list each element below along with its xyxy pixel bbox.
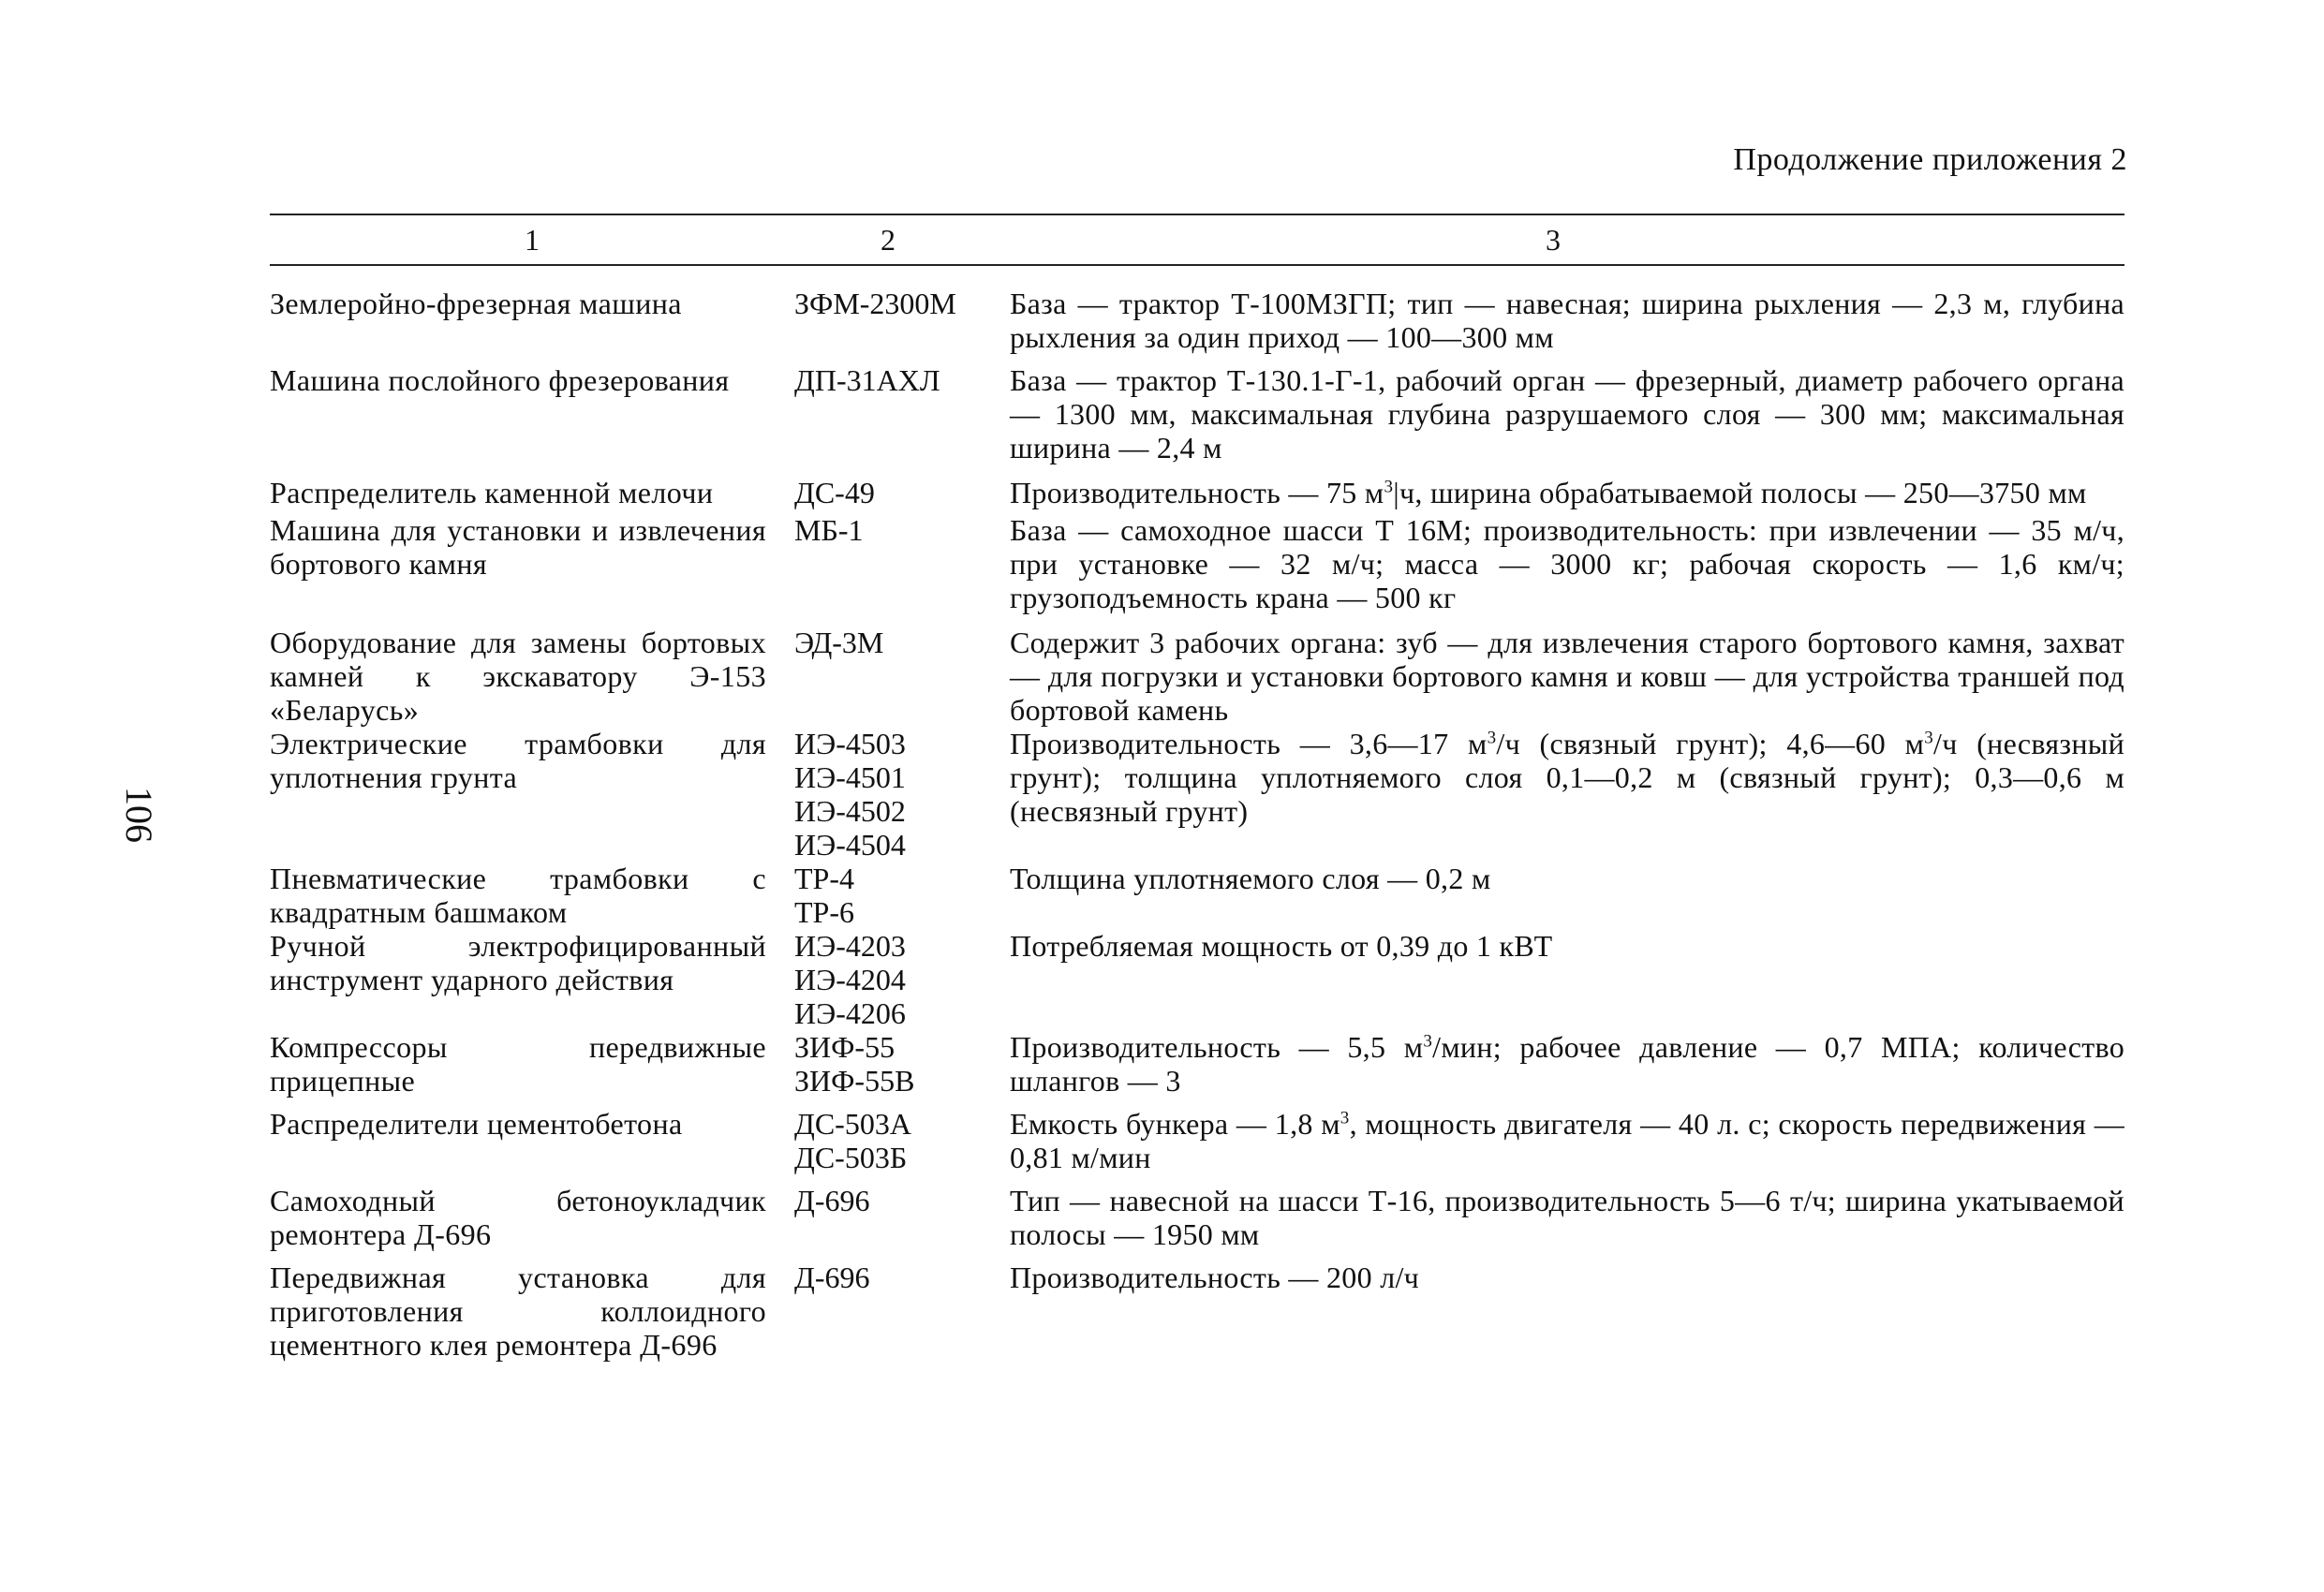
- machine-model: ИЭ-4203 ИЭ-4204 ИЭ-4206: [794, 929, 906, 1030]
- machine-name: Электрические трамбовки для уплотнения грунта: [270, 727, 766, 794]
- equipment-table: [270, 214, 2124, 1362]
- machine-model: ДП-31АХЛ: [794, 363, 940, 397]
- machine-model: ДС-49: [794, 476, 875, 509]
- table-row: [270, 626, 2124, 727]
- table-row: [270, 513, 2124, 614]
- table-row: [270, 929, 2124, 1030]
- table-row: [270, 476, 2124, 509]
- machine-model: ТР-4 ТР-6: [794, 862, 854, 929]
- machine-model: ЭД-3М: [794, 626, 884, 659]
- page-number: 106: [118, 787, 160, 843]
- column-header-1: 1: [525, 222, 540, 257]
- machine-name: Машина послойного фрезерования: [270, 363, 730, 397]
- machine-name: Распределители цементобетона: [270, 1107, 683, 1141]
- machine-name: Передвижная установка для приготовления коллоидного цементного клея ремонтера Д-696: [270, 1260, 766, 1362]
- table-row: [270, 862, 2124, 929]
- machine-description: База — самоходное шасси Т 16М; производительность: при извлечении — 35 м/ч, при установке — 32 м/ч; масса — 3000 кг; рабочая скорость — 1,6 км/ч; грузоподъемность крана — 500 кг: [1010, 513, 2124, 614]
- machine-model: ИЭ-4503 ИЭ-4501 ИЭ-4502 ИЭ-4504: [794, 727, 906, 862]
- table-header: [270, 215, 2124, 266]
- table-row: [270, 1184, 2124, 1251]
- machine-name: Пневматические трамбовки с квадратным башмаком: [270, 862, 766, 929]
- machine-description: Содержит 3 рабочих органа: зуб — для извлечения старого бортового камня, захват — для погрузки и установки бортового камня и ковш — для устройства траншей под бортовой камень: [1010, 626, 2124, 727]
- machine-model: МБ-1: [794, 513, 864, 547]
- machine-description: База — трактор Т-130.1-Г-1, рабочий орган — фрезерный, диаметр рабочего органа — 1300 мм, максимальная глубина разрушаемого слоя — 300 мм; максимальная ширина — 2,4 м: [1010, 363, 2124, 464]
- machine-name: Землеройно-фрезерная машина: [270, 287, 682, 320]
- table-row: [270, 287, 2124, 354]
- machine-model: Д-696: [794, 1184, 870, 1217]
- machine-description: Потребляемая мощность от 0,39 до 1 кВТ: [1010, 929, 1553, 963]
- machine-name: Машина для установки и извлечения бортового камня: [270, 513, 766, 581]
- machine-description: Производительность — 5,5 $м^3$/мин; рабочее давление — 0,7 МПА; количество шлангов — 3: [1010, 1030, 2124, 1098]
- table-row: [270, 727, 2124, 862]
- column-header-3: 3: [1546, 222, 1561, 257]
- table-body: [270, 266, 2124, 1362]
- machine-description: Производительность — 3,6—17 $м^3/ч$ (связный грунт); 4,6—60 $м^3/ч$ (несвязный грунт); толщина уплотняемого слоя 0,1—0,2 м (связный грунт); 0,3—0,6 м (несвязный грунт): [1010, 727, 2125, 828]
- machine-description: База — трактор Т-100МЗГП; тип — навесная; ширина рыхления — 2,3 м, глубина рыхления за один приход — 100—300 мм: [1010, 287, 2124, 354]
- machine-name: Ручной электрофицированный инструмент ударного действия: [270, 929, 766, 996]
- machine-model: ЗИФ-55 ЗИФ-55В: [794, 1030, 915, 1098]
- machine-description: Производительность — 200 л/ч: [1010, 1260, 1420, 1294]
- table-row: [270, 1260, 2124, 1362]
- machine-description: Емкость бункера — 1,8 $м^3$, мощность двигателя — 40 л. с; скорость передвижения — 0,81 м/мин: [1010, 1107, 2124, 1174]
- machine-description: Тип — навесной на шасси Т-16, производительность 5—6 т/ч; ширина укатываемой полосы — 1950 мм: [1010, 1184, 2124, 1251]
- machine-name: Самоходный бетоноукладчик ремонтера Д-696: [270, 1184, 766, 1251]
- continuation-label: Продолжение приложения 2: [1733, 142, 2127, 177]
- machine-description: Производительность — 75 $м^3|ч$, ширина обрабатываемой полосы — 250—3750 мм: [1010, 476, 2087, 509]
- machine-name: Оборудование для замены бортовых камней к экскаватору Э-153 «Беларусь»: [270, 626, 766, 727]
- machine-description: Толщина уплотняемого слоя — 0,2 м: [1010, 862, 1491, 895]
- machine-name: Распределитель каменной мелочи: [270, 476, 714, 509]
- table-row: [270, 363, 2124, 464]
- machine-name: Компрессоры передвижные прицепные: [270, 1030, 766, 1098]
- machine-model: ЗФМ-2300М: [794, 287, 956, 320]
- column-header-2: 2: [881, 222, 896, 257]
- machine-model: ДС-503А ДС-503Б: [794, 1107, 911, 1174]
- table-row: [270, 1107, 2124, 1174]
- machine-model: Д-696: [794, 1260, 870, 1294]
- table-row: [270, 1030, 2124, 1098]
